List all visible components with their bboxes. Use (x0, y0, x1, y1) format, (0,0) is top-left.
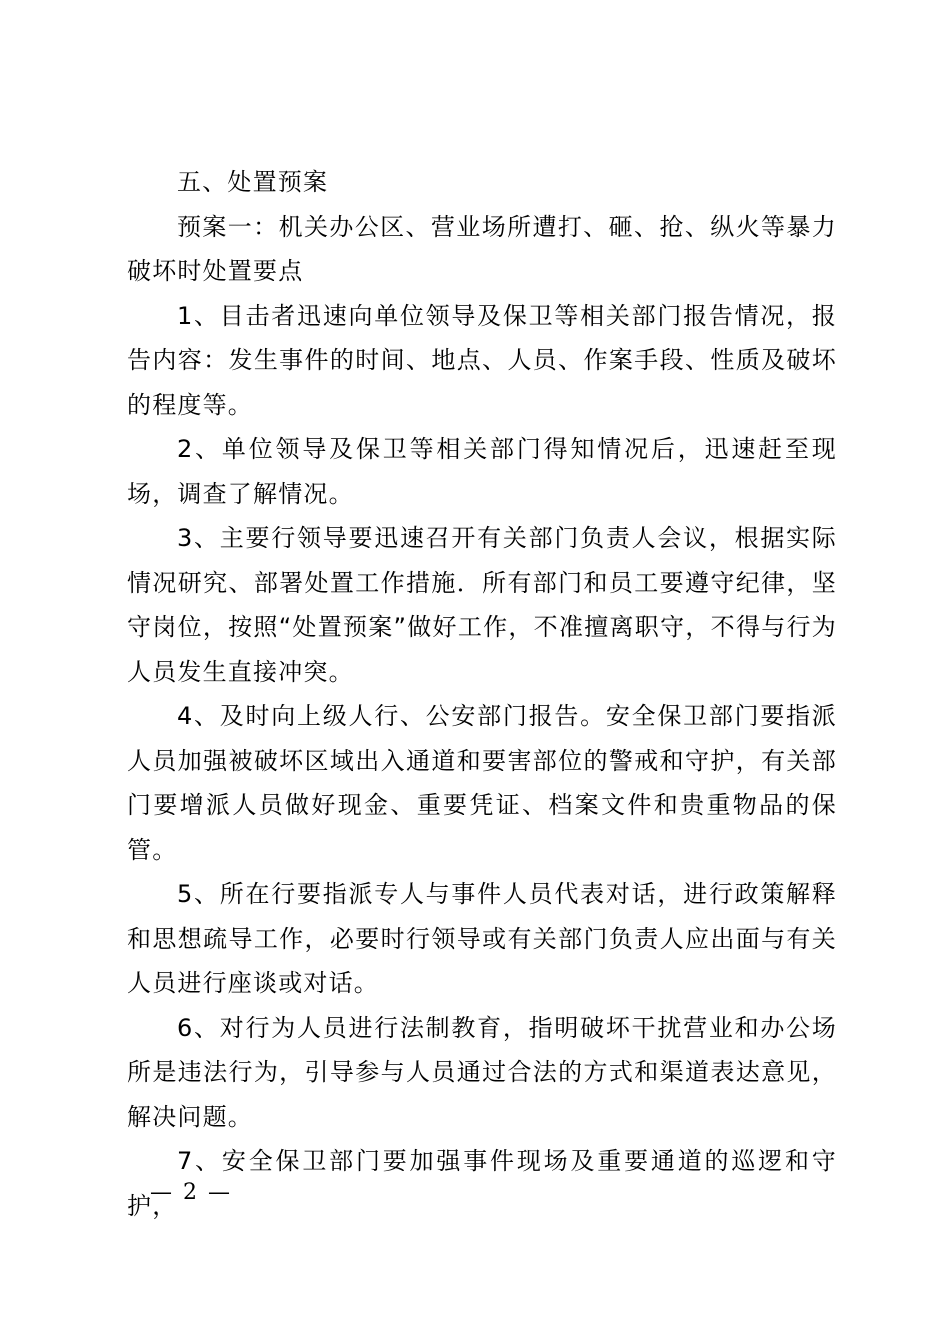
paragraph-3: 3、主要行领导要迅速召开有关部门负责人会议，根据实际情况研究、部署处置工作措施．所有部门和员工要遵守纪律，坚守岗位，按照“处置预案”做好工作，不准擅离职守，不得与行为人员发生直接冲突。 (127, 524, 837, 686)
paragraph-6: 6、对行为人员进行法制教育，指明破坏干扰营业和办公场所是违法行为，引导参与人员通过合法的方式和渠道表达意见，解决问题。 (127, 1013, 837, 1131)
plan-title: 预案一：机关办公区、营业场所遭打、砸、抢、纵火等暴力破坏时处置要点 (127, 212, 837, 285)
page-number: — 2 — (150, 1180, 232, 1205)
paragraph-5: 5、所在行要指派专人与事件人员代表对话，进行政策解释和思想疏导工作，必要时行领导或有关部门负责人应出面与有关人员进行座谈或对话。 (127, 880, 837, 997)
paragraph-4: 4、及时向上级人行、公安部门报告。安全保卫部门要指派人员加强被破坏区域出入通道和要害部位的警戒和守护，有关部门要增派人员做好现金、重要凭证、档案文件和贵重物品的保管。 (127, 702, 837, 864)
section-heading: 五、处置预案 (177, 168, 329, 196)
document-body (127, 160, 837, 1228)
paragraph-2: 2、单位领导及保卫等相关部门得知情况后，迅速赶至现场，调查了解情况。 (127, 435, 837, 508)
paragraph-7: 7、安全保卫部门要加强事件现场及重要通道的巡逻和守护， (127, 1147, 837, 1220)
paragraph-1: 1、目击者迅速向单位领导及保卫等相关部门报告情况，报告内容：发生事件的时间、地点、人员、作案手段、性质及破坏的程度等。 (127, 301, 837, 419)
